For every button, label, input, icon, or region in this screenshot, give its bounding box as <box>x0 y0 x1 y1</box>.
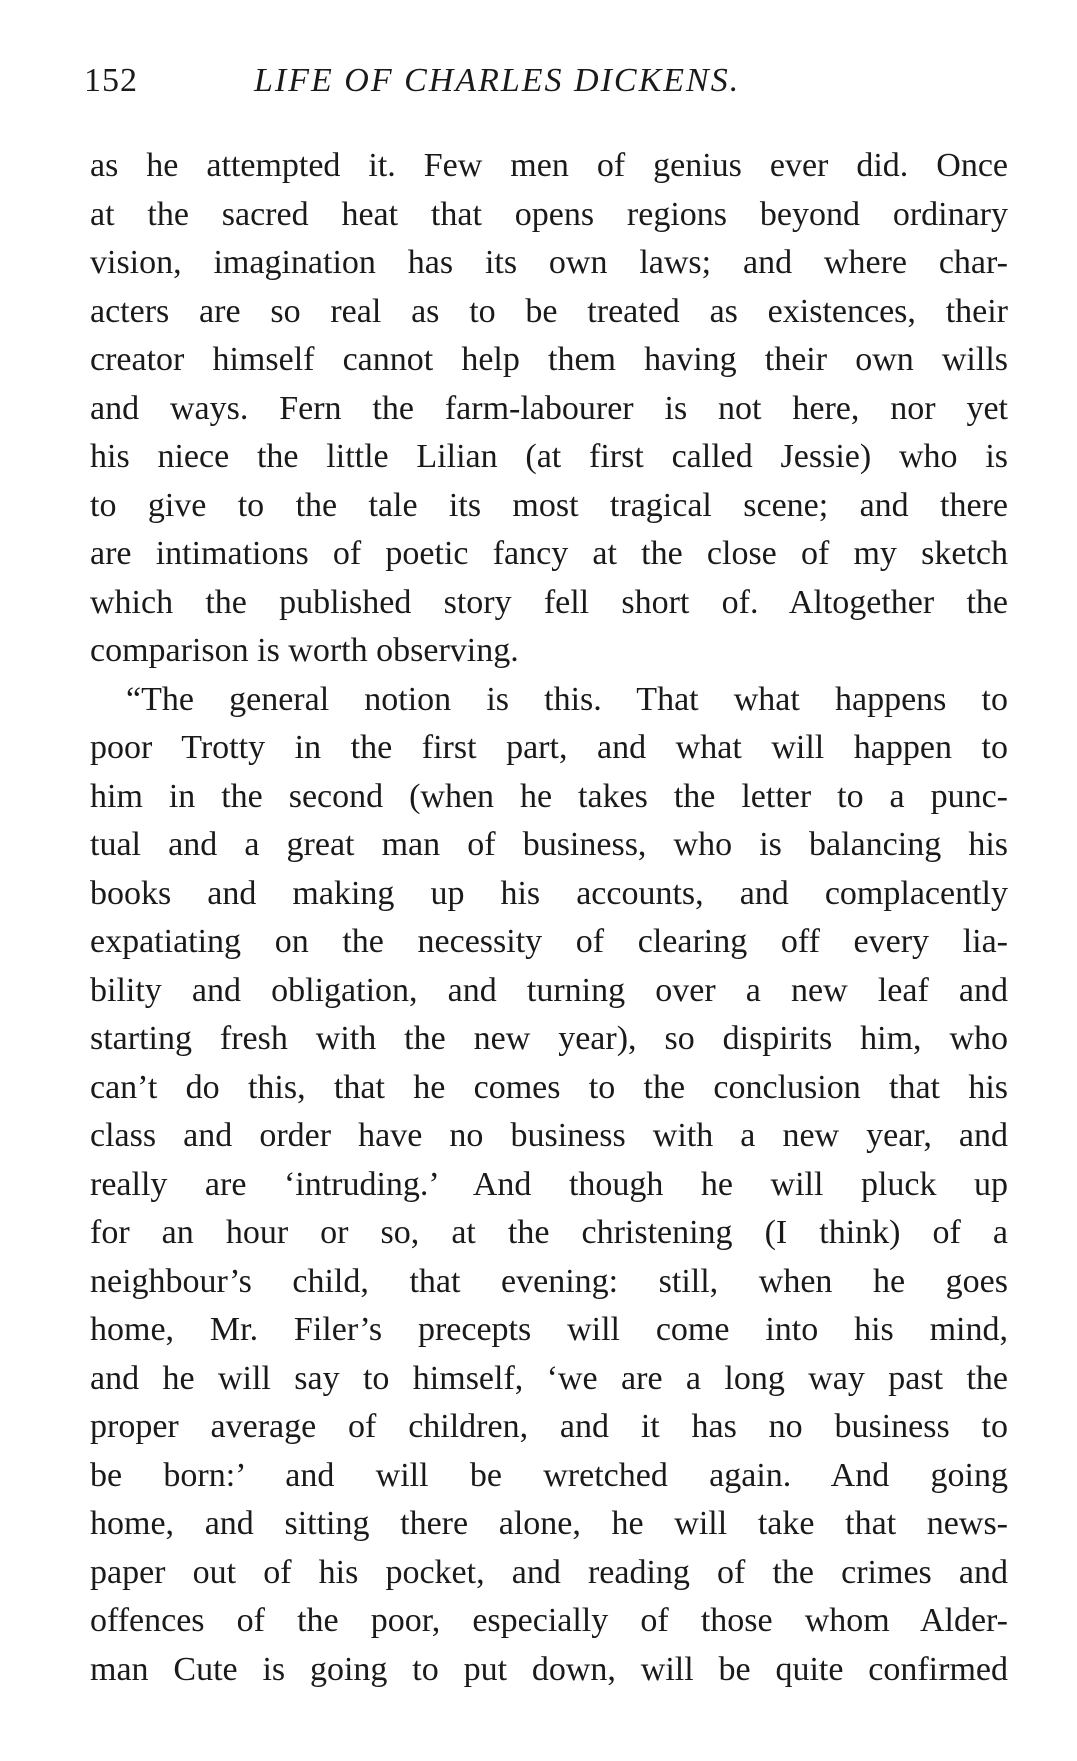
text-line: man Cute is going to put down, will be quite confirmed <box>90 1650 1008 1688</box>
text-line: expatiating on the necessity of clearing off every lia- <box>90 923 1008 960</box>
text-line: starting fresh with the new year), so dispirits him, who <box>90 1020 1008 1057</box>
text-line: poor Trotty in the first part, and what will happen to <box>90 729 1008 766</box>
page-header <box>84 62 1014 112</box>
body-text <box>90 142 1008 1694</box>
text-line: at the sacred heat that opens regions beyond ordinary <box>90 195 1008 233</box>
text-line: “The general notion is this. That what happens to <box>126 680 1008 718</box>
text-line: bility and obligation, and turning over a new leaf and <box>90 971 1008 1009</box>
text-line: class and order have no business with a new year, and <box>90 1117 1008 1154</box>
text-line: his niece the little Lilian (at first called Jessie) who is <box>90 438 1008 475</box>
text-line: offences of the poor, especially of those whom Alder- <box>90 1602 1008 1639</box>
text-line: comparison is worth observing. <box>90 632 519 669</box>
text-line: tual and a great man of business, who is balancing his <box>90 826 1008 863</box>
text-line: and he will say to himself, ‘we are a long way past the <box>90 1359 1008 1397</box>
text-line: as he attempted it. Few men of genius ever did. Once <box>90 147 1008 184</box>
text-line: proper average of children, and it has no business to <box>90 1408 1008 1445</box>
text-line: and ways. Fern the farm-labourer is not here, nor yet <box>90 389 1008 427</box>
text-line: can’t do this, that he comes to the conclusion that his <box>90 1068 1008 1106</box>
text-line: home, and sitting there alone, he will take that news- <box>90 1505 1008 1542</box>
text-line: for an hour or so, at the christening (I think) of a <box>90 1214 1008 1251</box>
text-line: acters are so real as to be treated as existences, their <box>90 292 1008 330</box>
running-head: LIFE OF CHARLES DICKENS. <box>254 62 741 99</box>
page-number: 152 <box>84 62 138 99</box>
text-line: books and making up his accounts, and complacently <box>90 874 1008 912</box>
text-line: which the published story fell short of. Altogether the <box>90 583 1008 621</box>
text-line: vision, imagination has its own laws; and where char- <box>90 244 1008 281</box>
text-line: be born:’ and will be wretched again. And going <box>90 1456 1008 1494</box>
text-line: him in the second (when he takes the letter to a punc- <box>90 777 1008 815</box>
text-line: really are ‘intruding.’ And though he will pluck up <box>90 1165 1008 1203</box>
text-line: to give to the tale its most tragical scene; and there <box>90 486 1008 524</box>
text-line: creator himself cannot help them having their own wills <box>90 341 1008 378</box>
text-line: are intimations of poetic fancy at the close of my sketch <box>90 535 1008 572</box>
text-line: neighbour’s child, that evening: still, when he goes <box>90 1262 1008 1300</box>
text-line: paper out of his pocket, and reading of the crimes and <box>90 1553 1008 1591</box>
text-line: home, Mr. Filer’s precepts will come into his mind, <box>90 1311 1008 1348</box>
